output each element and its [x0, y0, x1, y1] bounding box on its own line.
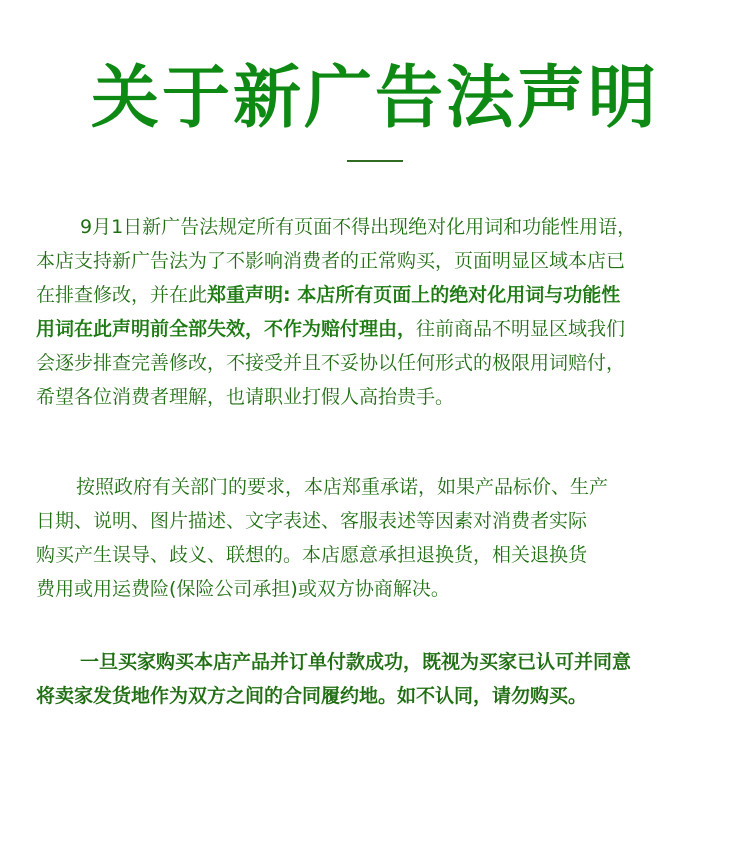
- paragraph1-line3: [36, 278, 726, 312]
- paragraph1-line3-bold: 郑重声明: 本店所有页面上的绝对化用词与功能性: [207, 284, 621, 306]
- paragraph-advertising-law: [36, 210, 726, 414]
- paragraph1-line6: 希望各位消费者理解，也请职业打假人高抬贵手。: [36, 386, 455, 408]
- paragraph-return-policy: [36, 470, 726, 606]
- paragraph1-line2: 本店支持新广告法为了不影响消费者的正常购买，页面明显区域本店已: [36, 250, 626, 272]
- paragraph2-line3: 购买产生误导、歧义、联想的。本店愿意承担退换货，相关退换货: [36, 544, 588, 566]
- paragraph1-line3-plain: 在排查修改，并在此: [36, 284, 208, 306]
- paragraph1-line5: 会逐步排查完善修改，不接受并且不妥协以任何形式的极限用词赔付，: [36, 352, 626, 374]
- paragraph1-line4-bold: 用词在此声明前全部失效，不作为赔付理由，: [36, 318, 417, 340]
- paragraph1-line4: [36, 312, 726, 346]
- paragraph2-line4: 费用或用运费险(保险公司承担)或双方协商解决。: [36, 578, 450, 600]
- paragraph2-line1: 按照政府有关部门的要求，本店郑重承诺，如果产品标价、生产: [76, 476, 609, 498]
- paragraph3-line1: 一旦买家购买本店产品并订单付款成功，既视为买家已认可并同意: [80, 651, 632, 673]
- title-divider: [347, 160, 403, 162]
- page-title: 关于新广告法声明: [90, 58, 659, 138]
- paragraph2-line2: 日期、说明、图片描述、文字表述、客服表述等因素对消费者实际: [36, 510, 588, 532]
- paragraph-contract-location: [36, 645, 726, 713]
- paragraph3-line2: 将卖家发货地作为双方之间的合同履约地。如不认同，请勿购买。: [36, 685, 588, 707]
- paragraph1-line1: 9月1日新广告法规定所有页面不得出现绝对化用词和功能性用语，: [80, 216, 637, 238]
- paragraph1-line4-plain: 往前商品不明显区域我们: [416, 318, 626, 340]
